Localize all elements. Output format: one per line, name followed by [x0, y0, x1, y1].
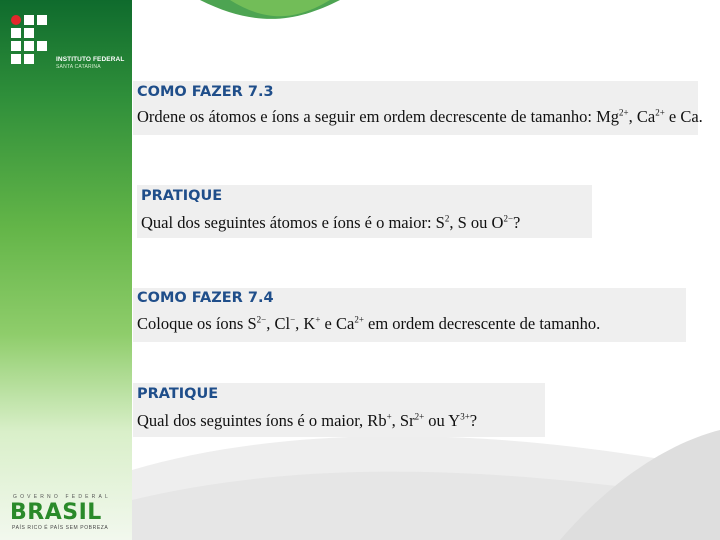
exercise-card: [133, 81, 703, 135]
institution-logo-icon: [10, 14, 54, 74]
card-question: Qual dos seguintes íons é o maior, Rb+, $Sr^{2+}$ ou $Y^{3+}$?: [137, 411, 478, 430]
card-title: COMO FAZER 7.3: [137, 84, 274, 100]
institution-name: INSTITUTO FEDERAL: [56, 56, 125, 63]
card-title: PRATIQUE: [137, 386, 219, 402]
card-title: PRATIQUE: [141, 188, 223, 204]
card-question: Qual dos seguintes átomos e íons é o maior: $S^2$, S ou $O^{2-}$?: [141, 213, 521, 232]
brasil-motto: PAÍS RICO É PAÍS SEM POBREZA: [12, 525, 109, 531]
institution-logo: [10, 14, 130, 74]
practice-card: [137, 185, 592, 238]
institution-campus: SANTA CATARINA: [56, 64, 101, 70]
gov-label: GOVERNO FEDERAL: [13, 494, 112, 500]
brasil-government-logo: [10, 494, 126, 534]
card-question: Ordene os átomos e íons a seguir em ordem decrescente de tamanho: $Mg^{2+}$, $Ca^{2+}$ e Ca.: [137, 107, 703, 126]
exercise-card: [133, 288, 686, 342]
card-title: COMO FAZER 7.4: [137, 290, 274, 306]
sidebar-band: [0, 0, 132, 540]
practice-card: [133, 383, 545, 437]
brasil-wordmark: BRASIL: [10, 500, 102, 525]
card-question: Coloque os íons $S^{2-}$, Cl−, K+ e $Ca^{2+}$ em ordem decrescente de tamanho.: [137, 314, 601, 333]
